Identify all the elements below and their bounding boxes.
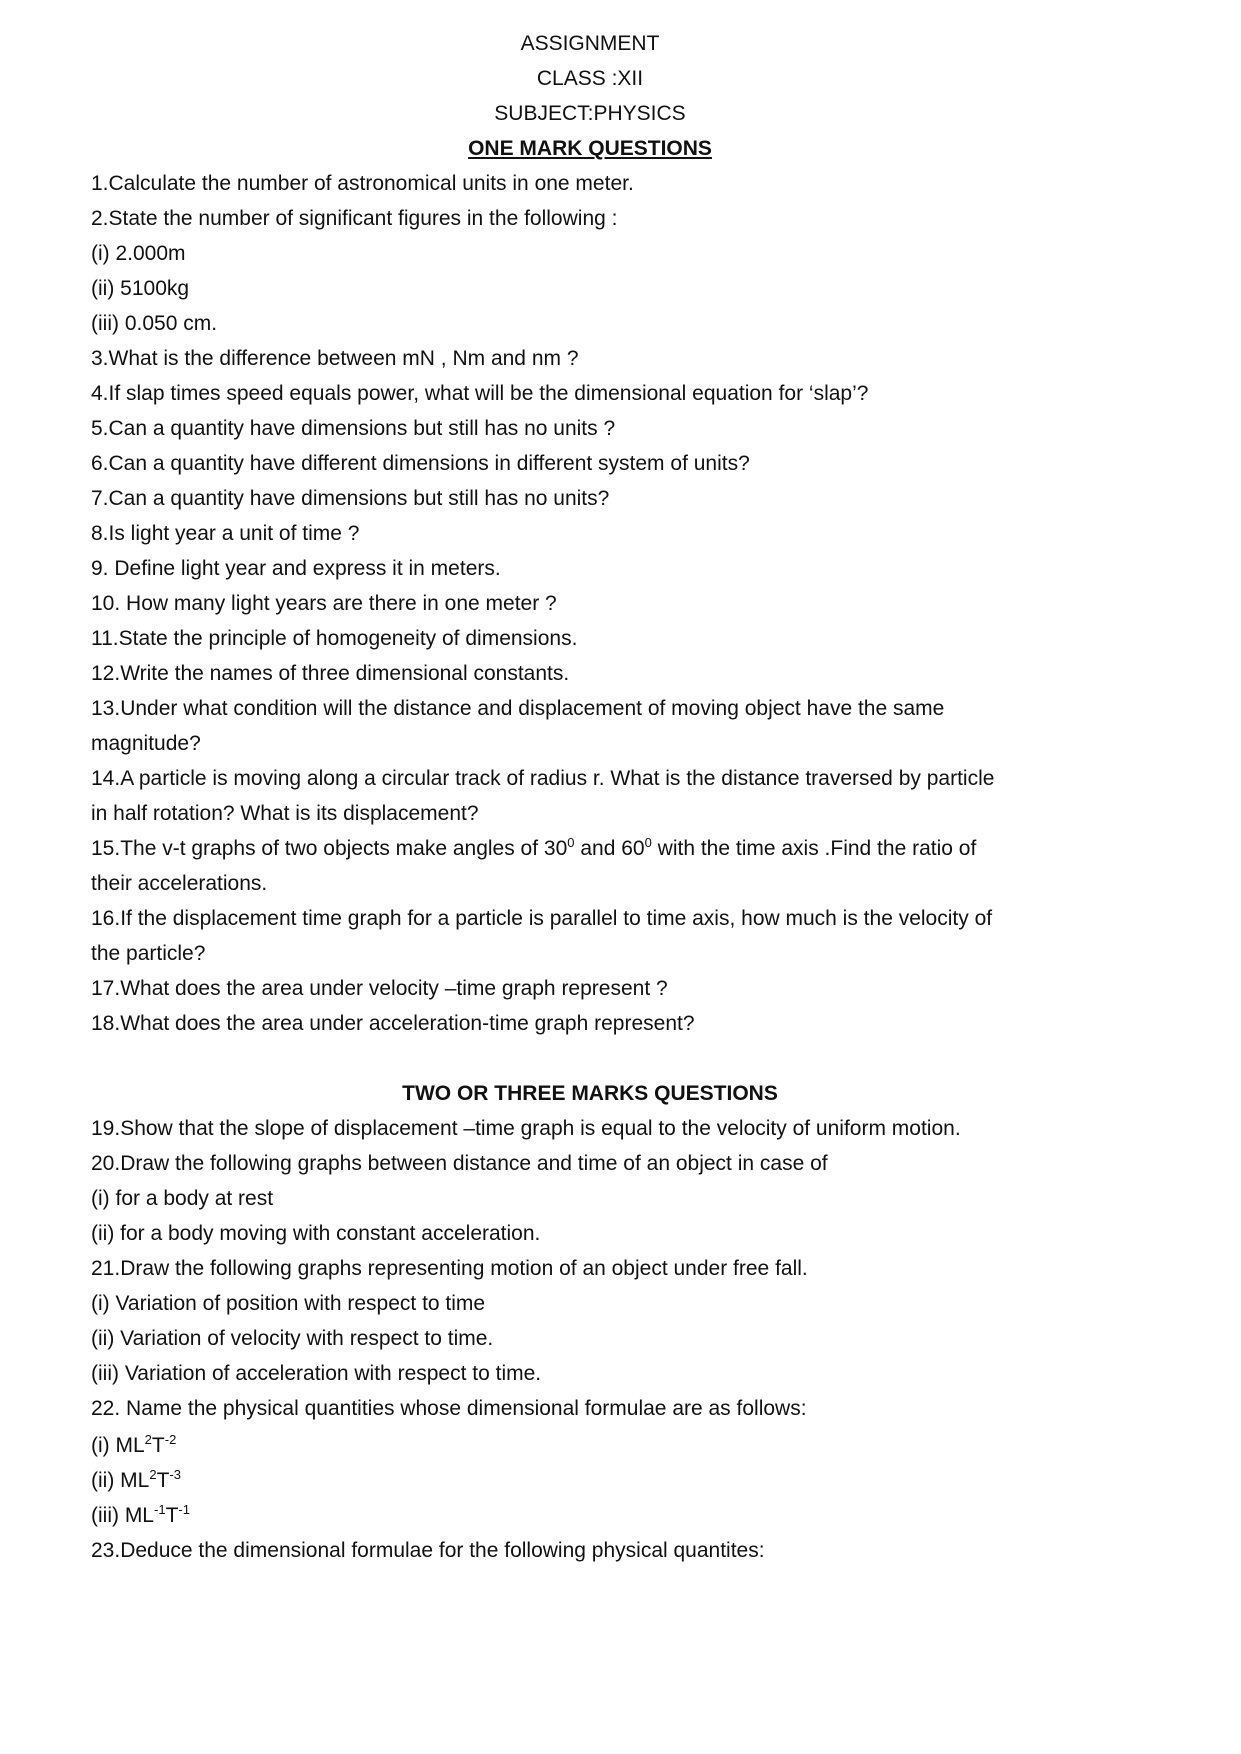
exponent: -2 bbox=[164, 1432, 177, 1447]
question-line: 16.If the displacement time graph for a particle is parallel to time axis, how much is the velocity of bbox=[91, 907, 993, 930]
question-line: (ii) for a body moving with constant acceleration. bbox=[91, 1222, 541, 1245]
exponent: 2 bbox=[149, 1467, 157, 1482]
question-line: 14.A particle is moving along a circular track of radius r. What is the distance traversed by particle bbox=[91, 767, 995, 790]
section-heading-one-mark: ONE MARK QUESTIONS bbox=[468, 137, 712, 160]
formula-prefix: (ii) ML bbox=[91, 1469, 150, 1492]
page-title: ASSIGNMENT bbox=[520, 32, 660, 55]
question-line: in half rotation? What is its displacement? bbox=[91, 802, 479, 825]
formula-line bbox=[91, 1467, 181, 1495]
question-line: (ii) 5100kg bbox=[91, 277, 190, 300]
q15-text-b: and 60 bbox=[574, 837, 645, 860]
formula-symbol: T bbox=[165, 1504, 179, 1527]
exponent: -3 bbox=[169, 1467, 181, 1482]
question-line: 18.What does the area under acceleration-time graph represent? bbox=[91, 1012, 695, 1035]
question-line: 3.What is the difference between mN , Nm and nm ? bbox=[91, 347, 579, 370]
question-line: 10. How many light years are there in one meter ? bbox=[91, 592, 557, 615]
question-line: magnitude? bbox=[91, 732, 201, 755]
question-line: 20.Draw the following graphs between distance and time of an object in case of bbox=[91, 1152, 828, 1175]
q15-text-c: with the time axis .Find the ratio of bbox=[651, 837, 977, 860]
question-line: (iii) Variation of acceleration with respect to time. bbox=[91, 1362, 542, 1385]
question-line: (ii) Variation of velocity with respect to time. bbox=[91, 1327, 494, 1350]
question-line: 19.Show that the slope of displacement –time graph is equal to the velocity of uniform motion. bbox=[91, 1117, 961, 1140]
subject-label: SUBJECT:PHYSICS bbox=[494, 102, 686, 125]
q15-text-a: 15.The v-t graphs of two objects make angles of 30 bbox=[91, 837, 568, 860]
exponent: -1 bbox=[154, 1502, 166, 1517]
class-label: CLASS :XII bbox=[536, 67, 644, 90]
question-line: 5.Can a quantity have dimensions but still has no units ? bbox=[91, 417, 616, 440]
exponent: -1 bbox=[178, 1502, 190, 1517]
question-line: 9. Define light year and express it in meters. bbox=[91, 557, 501, 580]
question-line: 2.State the number of significant figures in the following : bbox=[91, 207, 618, 230]
question-line: (i) Variation of position with respect to time bbox=[91, 1292, 486, 1315]
question-line: 11.State the principle of homogeneity of dimensions. bbox=[91, 627, 578, 650]
exponent: 2 bbox=[144, 1432, 152, 1447]
question-line: 8.Is light year a unit of time ? bbox=[91, 522, 360, 545]
section-heading-two-three-marks: TWO OR THREE MARKS QUESTIONS bbox=[402, 1082, 778, 1105]
question-line: the particle? bbox=[91, 942, 206, 965]
question-line-15 bbox=[91, 835, 976, 863]
formula-line bbox=[91, 1502, 190, 1530]
degree-superscript: 0 bbox=[644, 835, 652, 850]
question-line: (i) for a body at rest bbox=[91, 1187, 274, 1210]
formula-prefix: (i) ML bbox=[91, 1434, 145, 1457]
question-line: 7.Can a quantity have dimensions but still has no units? bbox=[91, 487, 610, 510]
question-line: (i) 2.000m bbox=[91, 242, 186, 265]
question-line: 12.Write the names of three dimensional constants. bbox=[91, 662, 570, 685]
question-line: 21.Draw the following graphs representing motion of an object under free fall. bbox=[91, 1257, 808, 1280]
question-line: their accelerations. bbox=[91, 872, 268, 895]
question-line: (iii) 0.050 cm. bbox=[91, 312, 218, 335]
formula-symbol: T bbox=[151, 1434, 165, 1457]
question-line: 23.Deduce the dimensional formulae for the following physical quantites: bbox=[91, 1539, 765, 1562]
question-line: 13.Under what condition will the distance and displacement of moving object have the same bbox=[91, 697, 945, 720]
question-line: 1.Calculate the number of astronomical units in one meter. bbox=[91, 172, 634, 195]
formula-line bbox=[91, 1432, 176, 1460]
formula-prefix: (iii) ML bbox=[91, 1504, 154, 1527]
question-line: 4.If slap times speed equals power, what will be the dimensional equation for ‘slap’? bbox=[91, 382, 869, 405]
question-line: 17.What does the area under velocity –time graph represent ? bbox=[91, 977, 668, 1000]
question-line: 22. Name the physical quantities whose dimensional formulae are as follows: bbox=[91, 1397, 807, 1420]
degree-superscript: 0 bbox=[567, 835, 575, 850]
formula-symbol: T bbox=[156, 1469, 170, 1492]
question-line: 6.Can a quantity have different dimensions in different system of units? bbox=[91, 452, 750, 475]
